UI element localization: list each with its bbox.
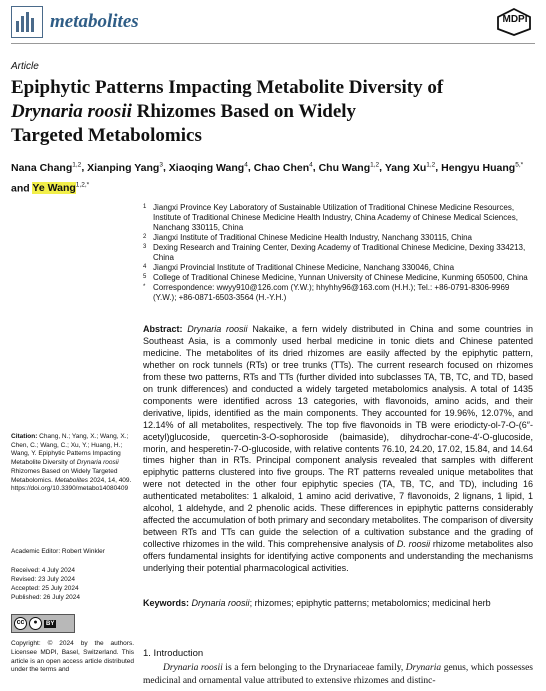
authors-and: and — [11, 182, 30, 194]
article-title — [11, 76, 531, 148]
article-dates — [11, 566, 134, 602]
affiliation: 3 Dexing Research and Training Center, Dexing Academy of Traditional Chinese Medicine, Dexing 334213, China — [143, 243, 526, 262]
cc-icon: cc — [14, 617, 27, 630]
author[interactable]: Nana Chang$^{1,2}$ — [11, 161, 82, 174]
intro-paragraph: Drynaria roosii is a fern belonging to the Drynariaceae family, Drynaria genus, which possesses medicinal and ornamental value attributed to extensive rhizomes and distinc- — [143, 663, 533, 686]
affiliation: 1 Jiangxi Province Key Laboratory of Sustainable Utilization of Traditional Chinese Medicine Resources, Institute of Traditional Chinese Medicine Health Industry, China Academy of Chinese Medical Sciences, Nanchang 330115, China — [143, 203, 518, 232]
header-divider — [11, 43, 535, 44]
title-species: Drynaria roosii — [11, 101, 132, 122]
academic-editor: Academic Editor: Robert Winkler — [11, 548, 105, 555]
author[interactable]: Hengyu Huang$^{5,*}$ — [441, 161, 524, 174]
title-line-1: Epiphytic Patterns Impacting Metabolite Diversity of — [11, 77, 444, 98]
title-line-2: Rhizomes Based on Widely — [131, 101, 357, 122]
article-type: Article — [11, 61, 39, 72]
author[interactable]: Xiaoqing Wang$^4$ — [168, 161, 248, 174]
cc-license-badge[interactable] — [11, 614, 75, 633]
author-highlighted[interactable]: Ye Wang$^{1,2,*}$ — [32, 181, 90, 194]
title-line-3: Targeted Metabolomics — [11, 125, 202, 146]
author[interactable]: Chu Wang$^{1,2}$ — [318, 161, 380, 174]
abstract-label: Abstract: — [143, 324, 183, 334]
keywords: Keywords: Drynaria roosii; rhizomes; epiphytic patterns; metabolomics; medicinal herb — [143, 598, 491, 608]
author-list: Nana Chang$^{1,2}$, Xianping Yang$^3$, Xiaoqing Wang$^4$, Chao Chen$^4$, Chu Wang$^{1,2}$, Yang Xu$^{1,2}$, Hengyu Huang$^{5,*}$ and Ye Wang$^{1,2,*}$ — [11, 161, 524, 194]
date-revised: Revised: 23 July 2024 — [11, 576, 75, 583]
affiliations — [143, 203, 533, 303]
author[interactable]: Xianping Yang$^3$ — [87, 161, 163, 174]
copyright-notice: Copyright: © 2024 by the authors. Licensee MDPI, Basel, Switzerland. This article is an open access article distributed under the terms and — [11, 640, 134, 674]
affiliation: 4 Jiangxi Provincial Institute of Traditional Chinese Medicine, Nanchang 330046, China — [143, 263, 455, 272]
section-heading: 1. Introduction — [143, 648, 204, 659]
date-published: Published: 26 July 2024 — [11, 594, 81, 601]
citation: Citation: Chang, N.; Yang, X.; Wang, X.; Chen, C.; Wang, C.; Xu, Y.; Huang, H.; Wang, Y. Epiphytic Patterns Impacting Metabolite Diversity of Drynaria roosii Rhizomes Based on Widely Targeted Metabolomics. Metabolites 2024, 14, 409. https://doi.org/10.3390/metabo14080409 — [11, 433, 132, 493]
journal-name[interactable]: metabolites — [50, 11, 139, 32]
affiliation: 2 Jiangxi Institute of Traditional Chinese Medicine Health Industry, Nanchang 330115, China — [143, 233, 473, 242]
journal-logo-icon — [12, 7, 41, 36]
author[interactable]: Yang Xu$^{1,2}$ — [384, 161, 436, 174]
affiliation: 5 College of Traditional Chinese Medicine, Yunnan University of Chinese Medicine, Kunming 650500, China — [143, 273, 528, 282]
doi-link[interactable]: 2024, 14, 409. https://doi.org/10.3390/metabo14080409 — [11, 476, 132, 493]
date-accepted: Accepted: 25 July 2024 — [11, 585, 79, 592]
abstract: Abstract: Drynaria roosii Nakaike, a fern widely distributed in China and some countries in Southeast Asia, is a commonly used herbal medicine in tonic diets and Chinese patented medicine. The metabolites of its dried rhizomes are easily affected by the epiphytic pattern, whether on rock tunnels (RTs) or tree trunks (TTs). The current research focused on rhizomes from these two patterns, RTs and TTs (further divided into subclasses TA, TB, TC, and TD, based on trunk differences) and conducted a widely targeted metabolomics analysis. A total of 1435 components were identified across 13 categories, with flavonoids, amino acids, and their derivative, lipids, identified as the main components. They accounted for 19.96%, 12.07%, and 12.14% of all metabolites, respectively. The top five flavonoids in TB were eriodicty-ol-7-O-(6″-acetyl)glucoside, quercetin-3-O-sophoroside (baimaside), dihydrochar-cone-4′-O-glucoside, morin, and hesperetin-7-O-glucoside, with relative contents 76.10, 24.20, 17.02, 15.84, and 14.64 times higher than in RTs. Principal component analysis revealed that samples with different epiphytic patterns clustered into five groups. The RT patterns revealed unique metabolites that were not detected in the other four epiphytic species (TA, TB, TC, and TD), including 16 authenticated metabolites: 1 alkaloid, 1 amino acid derivative, 7 flavonoids, 2 lignans, 1 lipid, 1 alcohol, 1 aldehyde, and 2 phenolic acids. These differences in epiphytic patterns considerably affected the accumulation of both primary and secondary metabolites. The comparison of diversity between RTs and TTs can guide the selection of a cultivation substance and the grading of collective rhizomes in the wild. This comprehensive analysis of D. roosii rhizome metabolites also offers fundamental insights for identifying active components and understanding the mechanisms underlying their potential pharmacological activities. — [143, 324, 533, 574]
journal-logo — [11, 6, 43, 38]
correspondence[interactable]: * Correspondence: wwyy910@126.com (Y.W.); hhyhhy96@163.com (H.H.); Tel.: +86-0791-8306-9969 (Y.W.); +86-0871-6503-3564 (H.-Y.H.) — [143, 283, 510, 302]
author[interactable]: Chao Chen$^4$ — [253, 161, 313, 174]
publisher-name: MDPI — [502, 14, 528, 25]
person-icon: ● — [29, 617, 42, 630]
date-received: Received: 4 July 2024 — [11, 567, 75, 574]
keywords-label: Keywords: — [143, 598, 190, 608]
by-label: BY — [46, 620, 55, 627]
